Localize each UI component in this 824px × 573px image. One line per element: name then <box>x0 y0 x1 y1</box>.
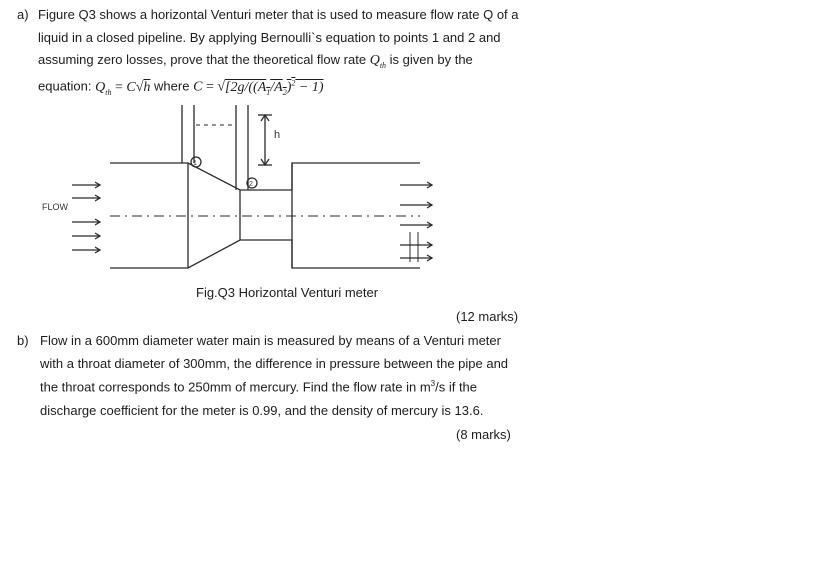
equation-prefix: equation: <box>38 78 92 94</box>
question-a-line-3-pre: assuming zero losses, prove that the theoretical flow rate <box>38 52 367 67</box>
flow-rate-symbol: $Q_{th}$ <box>369 53 387 70</box>
equation-coefficient: $C = √[2g/((A_1/A_2)^2 - 1)$ <box>193 78 324 97</box>
question-a-line-1: Figure Q3 shows a horizontal Venturi meter that is used to measure flow rate Q of a <box>38 7 519 22</box>
equation-where: where <box>154 78 190 94</box>
equation-flow-rate: $Q_{th} = C√h$ <box>95 79 151 97</box>
question-b-line-3 <box>40 379 477 394</box>
cube-superscript: 3 <box>430 379 436 388</box>
question-b-line-2: with a throat diameter of 300mm, the difference in pressure between the pipe and <box>40 356 509 371</box>
figure-caption: Fig.Q3 Horizontal Venturi meter <box>196 285 379 300</box>
question-a-marks: (12 marks) <box>456 309 519 324</box>
point-1-label: 1 <box>193 160 197 167</box>
question-a-line-2: liquid in a closed pipeline. By applying Bernoulli`s equation to points 1 and 2 and <box>38 30 501 45</box>
h-label: h <box>274 129 281 141</box>
question-b-line-3-text: the throat corresponds to 250mm of mercury. Find the flow rate in m <box>40 379 431 395</box>
question-a-line-3-post: is given by the <box>389 52 473 67</box>
question-b-label: b) <box>17 333 29 348</box>
question-b-marks: (8 marks) <box>456 427 511 442</box>
point-2-label: 2 <box>249 181 253 188</box>
question-b-line-3-end: /s if the <box>435 379 478 395</box>
question-b-line-4: discharge coefficient for the meter is 0.99, and the density of mercury is 13.6. <box>40 403 484 418</box>
flow-label: FLOW <box>42 202 68 212</box>
question-a-label: a) <box>17 7 29 22</box>
question-b-line-1: Flow in a 600mm diameter water main is measured by means of a Venturi meter <box>40 333 501 348</box>
